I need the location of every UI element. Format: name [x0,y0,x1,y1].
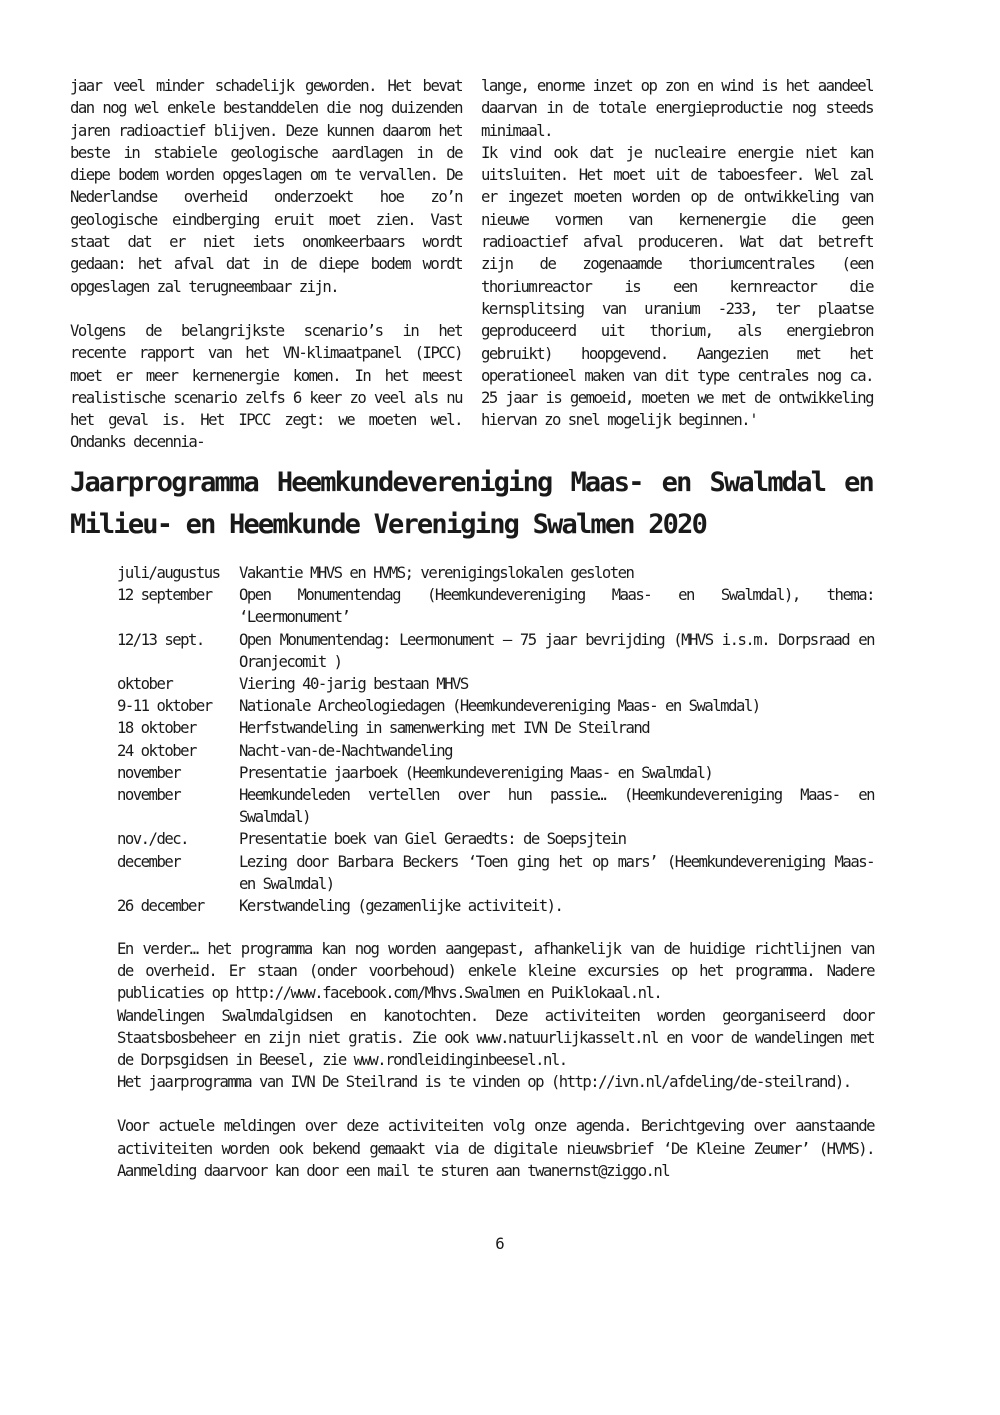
notes-section [117,938,874,1182]
program-list [117,562,874,917]
program-date: nov./dec. [117,830,188,849]
program-date: december [117,852,181,871]
program-description: Herfstwandeling in samenwerking met IVN De Steilrand [239,719,650,738]
program-item [117,740,874,762]
program-item [117,762,874,784]
program-item [117,562,874,584]
program-description: Open Monumentendag (Heemkundevereniging Maas- en Swalmdal), thema: ‘Leermonument’ [239,586,874,627]
program-description: Heemkundeleden vertellen over hun passie… (Heemkundevereniging Maas- en Swalmdal) [239,786,874,827]
program-description: Open Monumentendag: Leermonument – 75 jaar bevrijding (MHVS i.s.m. Dorpsraad en Oranjecomit ) [239,630,874,671]
page-number: 6 [495,1235,505,1253]
program-heading [70,462,873,546]
program-item [117,717,874,739]
program-date: november [117,763,181,782]
left-paragraph-2: Volgens de belangrijkste scenario’s in het recente rapport van het VN-klimaatpanel (IPCC) moet er meer kernenergie komen. In het meest realistische scenario zelfs 6 keer zo veel als nu het geval is. Het IPCC zegt: we moeten wel. Ondanks decennia- [70,321,462,452]
program-item [117,851,874,895]
right-paragraph-2: Ik vind ook dat je nucleaire energie niet kan uitsluiten. Het moet uit de taboesfeer. Wel zal er ingezet moeten worden op de ontwikkeling van nieuwe vormen van kernenergie die geen radioactief afval produceren. Wat dat betreft zijn de zogenaamde thoriumcentrales (een thoriumreactor is een kernreactor die kernsplitsing van uranium -233, ter plaatse geproduceerd uit thorium, als energiebron gebruikt) hoopgevend. Aangezien met het operationeel maken van dit type centrales nog ca. 25 jaar is gemoeid, moeten we met de ontwikkeling hiervan zo snel mogelijk beginnen.' [481,143,873,430]
program-date: 12 september [117,586,212,605]
program-item [117,828,874,850]
program-item [117,695,874,717]
program-heading-line-2: Milieu- en Heemkunde Vereniging Swalmen 2020 [70,509,707,540]
program-description: Presentatie boek van Giel Geraedts: de Soepsjtein [239,830,626,849]
program-date: juli/augustus [117,564,220,582]
program-date: 26 december [117,897,204,916]
program-date: november [117,786,181,805]
program-date: 9-11 oktober [117,697,212,716]
program-item [117,584,874,628]
notes-paragraph-1: En verder… het programma kan nog worden aangepast, afhankelijk van de huidige richtlijnen van de overheid. Er staan (onder voorbehoud) enkele kleine excursies op het programma. Nadere publicaties op http://www.facebook.com/Mhvs.Swalmen en Puiklokaal.nl. [117,940,874,1003]
program-date: 24 oktober [117,741,196,760]
notes-paragraph-3: Het jaarprogramma van IVN De Steilrand is te vinden op (http://ivn.nl/afdeling/de-steilrand). [117,1073,851,1092]
program-description: Presentatie jaarboek (Heemkundevereniging Maas- en Swalmdal) [239,763,713,782]
right-paragraph-1: lange, enorme inzet op zon en wind is het aandeel daarvan in de totale energieproductie nog steeds minimaal. [481,77,873,140]
program-date: 12/13 sept. [117,630,204,649]
program-item [117,629,874,673]
program-heading-line-1: Jaarprogramma Heemkundevereniging Maas- en Swalmdal en [70,467,873,498]
program-description: Nacht-van-de-Nachtwandeling [239,741,452,760]
program-item [117,895,874,917]
right-column [481,75,873,432]
program-description: Kerstwandeling (gezamenlijke activiteit). [239,897,563,916]
program-description: Lezing door Barbara Beckers ‘Toen ging het op mars’ (Heemkundevereniging Maas- en Swalmdal) [239,852,874,893]
program-date: 18 oktober [117,719,196,738]
program-description: Viering 40-jarig bestaan MHVS [239,675,468,694]
notes-paragraph-2: Wandelingen Swalmdalgidsen en kanotochten. Deze activiteiten worden georganiseerd door Staatsbosbeheer en zijn niet gratis. Zie ook www.natuurlijkasselt.nl en voor de wandelingen met de Dorpsgidsen in Beesel, zie www.rondleidinginbeesel.nl. [117,1006,874,1070]
program-description: Vakantie MHVS en HVMS; verenigingslokalen gesloten [239,564,634,582]
left-column [70,75,462,454]
closing-paragraph: Voor actuele meldingen over deze activiteiten volg onze agenda. Berichtgeving over aanstaande activiteiten worden ook bekend gemaakt via de digitale nieuwsbrief ‘De Kleine Zeumer’ (HVMS). Aanmelding daarvoor kan door een mail te sturen aan twanernst@ziggo.nl [117,1117,874,1180]
left-paragraph-1: jaar veel minder schadelijk geworden. Het bevat dan nog wel enkele bestanddelen die nog duizenden jaren radioactief blijven. Deze kunnen daarom het beste in stabiele geologische aardlagen in de diepe bodem worden opgeslagen om te vervallen. De Nederlandse overheid onderzoekt hoe zo’n geologische eindberging eruit moet zien. Vast staat dat er niet iets onomkeerbaars wordt gedaan: het afval dat in de diepe bodem wordt opgeslagen zal terugneembaar zijn. [70,77,462,296]
notes-spacer [117,1093,874,1115]
program-description: Nationale Archeologiedagen (Heemkundevereniging Maas- en Swalmdal) [239,697,760,716]
program-item [117,784,874,828]
program-date: oktober [117,675,173,694]
program-item [117,673,874,695]
